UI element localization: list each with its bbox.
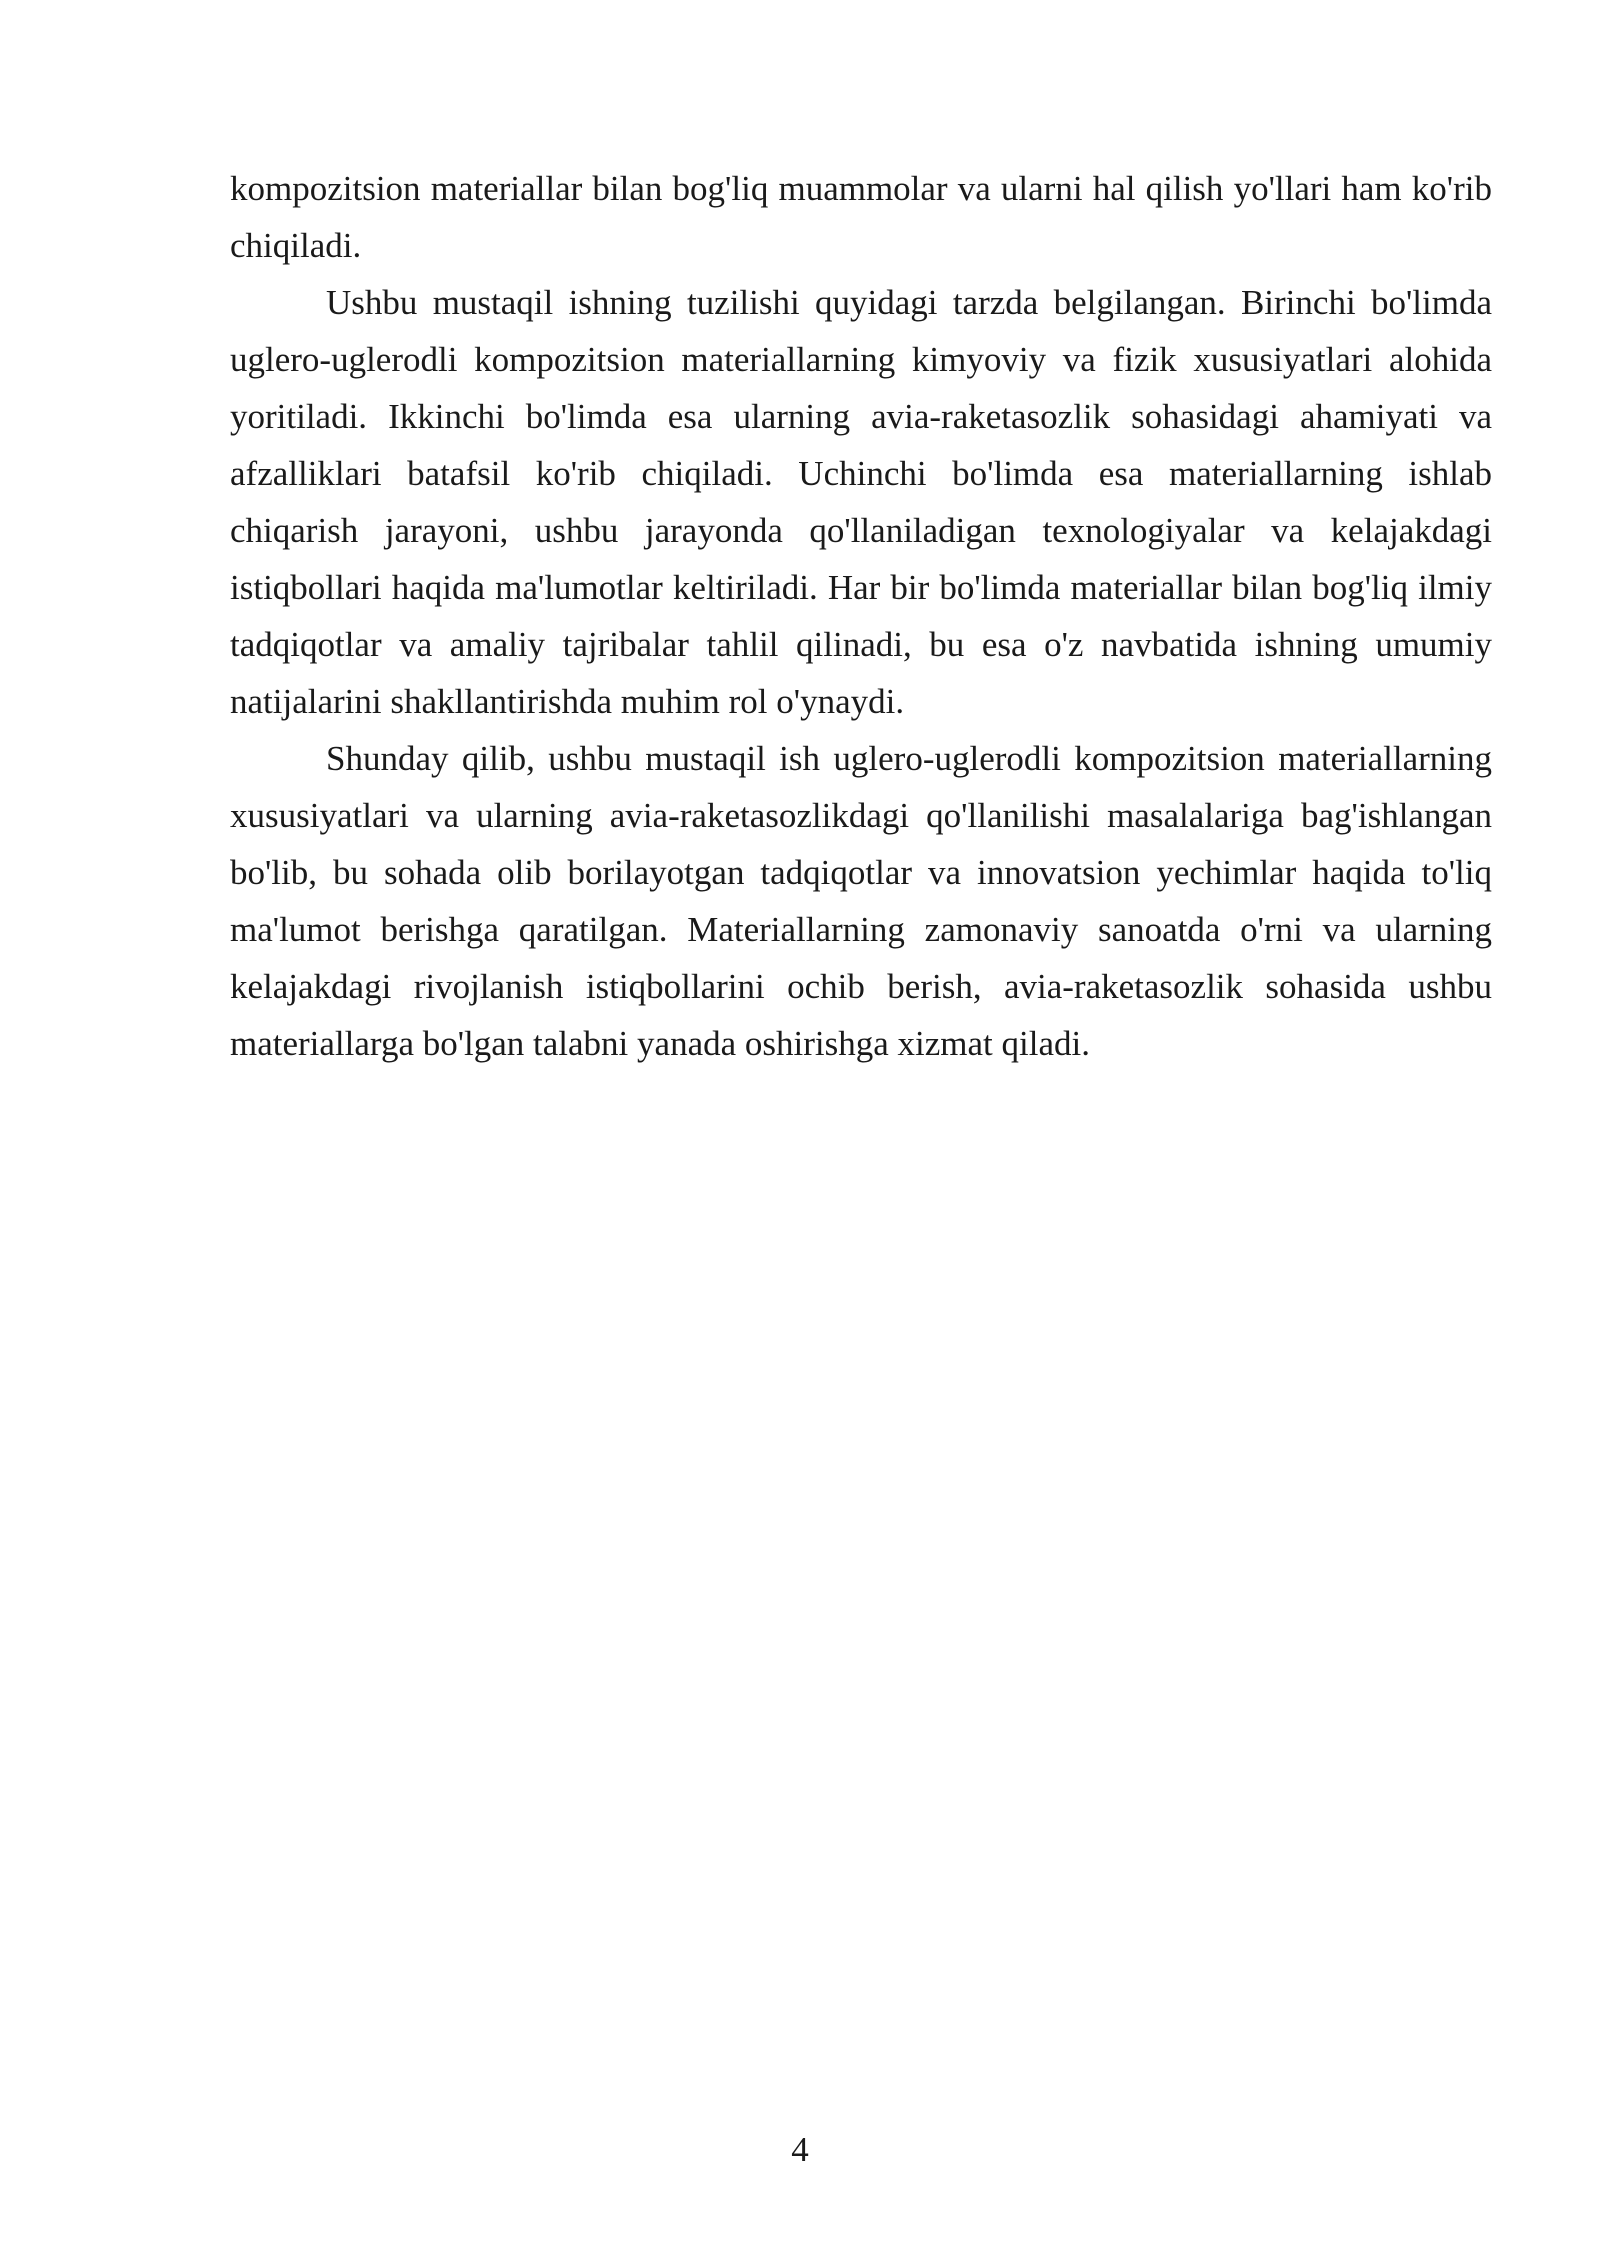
paragraph-continuation: kompozitsion materiallar bilan bog'liq muammolar va ularni hal qilish yo'llari ham ko'rib chiqiladi.: [230, 169, 1492, 265]
paragraph-structure: Ushbu mustaqil ishning tuzilishi quyidagi tarzda belgilangan. Birinchi bo'limda uglero-uglerodli kompozitsion materiallarning kimyoviy va fizik xususiyatlari alohida yoritiladi. Ikkinchi bo'limda esa ularning avia-raketasozlik sohasidagi ahamiyati va afzalliklari batafsil ko'rib chiqiladi. Uchinchi bo'limda esa materiallarning ishlab chiqarish jarayoni, ushbu jarayonda qo'llaniladigan texnologiyalar va kelajakdagi istiqbollari haqida ma'lumotlar keltiriladi. Har bir bo'limda materiallar bilan bog'liq ilmiy tadqiqotlar va amaliy tajribalar tahlil qilinadi, bu esa o'z navbatida ishning umumiy natijalarini shakllantirishda muhim rol o'ynaydi.: [230, 283, 1492, 721]
page-number: 4: [791, 2130, 809, 2169]
paragraph-conclusion: Shunday qilib, ushbu mustaqil ish uglero-uglerodli kompozitsion materiallarning xususiyatlari va ularning avia-raketasozlikdagi qo'llanilishi masalalariga bag'ishlangan bo'lib, bu sohada olib borilayotgan tadqiqotlar va innovatsion yechimlar haqida to'liq ma'lumot berishga qaratilgan. Materiallarning zamonaviy sanoatda o'rni va ularning kelajakdagi rivojlanish istiqbollarini ochib berish, avia-raketasozlik sohasida ushbu materiallarga bo'lgan talabni yanada oshirishga xizmat qiladi.: [230, 739, 1492, 1063]
body-text: [230, 160, 1492, 1072]
